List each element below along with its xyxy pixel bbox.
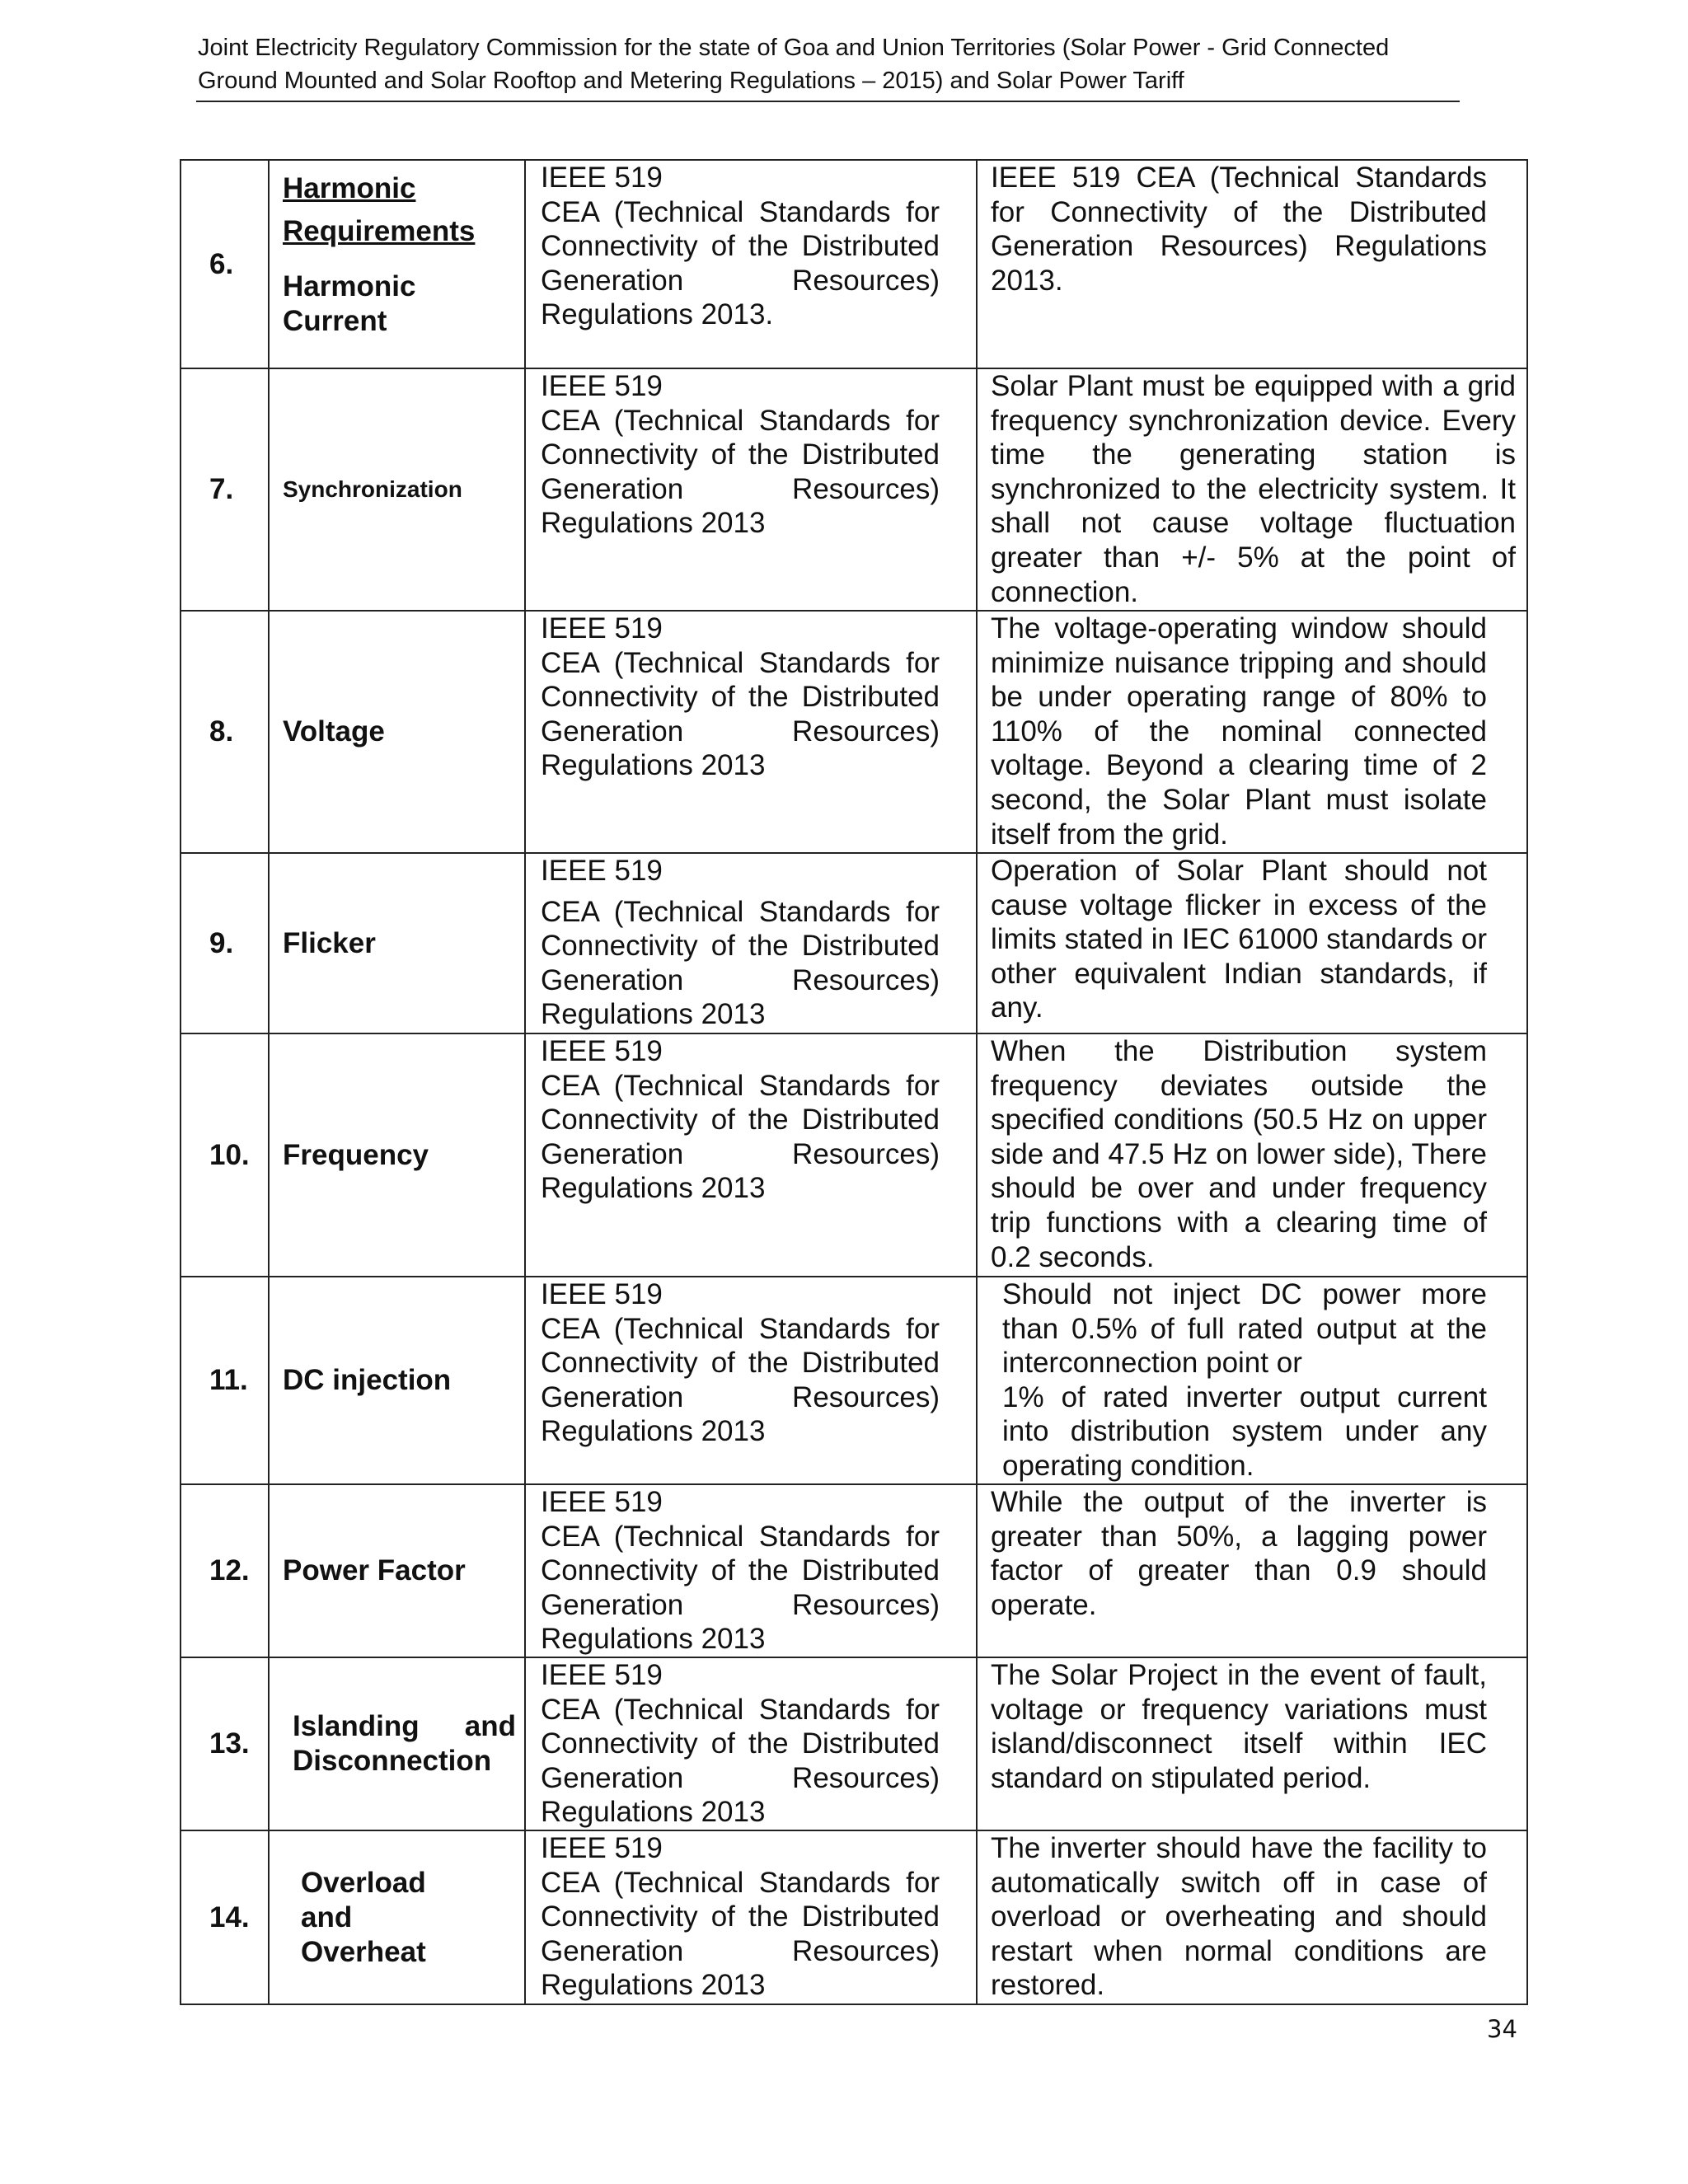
standard-cea: CEA (Technical Standards for Connectivity of the Distributed Generation Resources) Regulations 2013.	[541, 195, 940, 331]
requirement-cell: Solar Plant must be equipped with a grid frequency synchronization device. Every time the generating station is synchronized to the electricity system. It shall not cause voltage fluctuation greater than +/- 5% at the point of connection.	[977, 368, 1527, 611]
row-number: 8.	[181, 611, 269, 853]
table-row	[181, 1484, 1527, 1657]
standard-ieee: IEEE 519	[541, 855, 663, 887]
table-row	[181, 1033, 1527, 1277]
header-line-1: Joint Electricity Regulatory Commission for the state of Goa and Union Territories (Solar Power - Grid Connected	[198, 35, 1390, 61]
row-number: 10.	[181, 1033, 269, 1277]
parameter-name: Voltage	[269, 611, 525, 853]
row-number: 9.	[181, 853, 269, 1033]
table-row	[181, 368, 1527, 611]
row-number: 14.	[181, 1830, 269, 2004]
standard-ieee: IEEE 519	[541, 612, 663, 644]
parameter-name: Harmonic Current	[283, 270, 416, 337]
parameter-name: Overload and Overheat	[269, 1830, 525, 2004]
standard-cea: CEA (Technical Standards for Connectivity of the Distributed Generation Resources) Regulations 2013	[541, 1312, 940, 1448]
row-number: 11.	[181, 1277, 269, 1484]
requirement-cell: The inverter should have the facility to automatically switch off in case of overload or overheating and should restart when normal conditions are restored.	[977, 1830, 1527, 2004]
standard-ieee: IEEE 519	[541, 1486, 663, 1518]
parameter-cell	[269, 160, 525, 368]
standard-cell	[525, 1830, 977, 2004]
standard-cea: CEA (Technical Standards for Connectivity of the Distributed Generation Resources) Regulations 2013	[541, 1693, 940, 1829]
requirement-cell	[977, 1277, 1527, 1484]
parameter-name: DC injection	[269, 1277, 525, 1484]
row-number: 6.	[181, 160, 269, 368]
standard-cell	[525, 368, 977, 611]
parameter-name: Frequency	[269, 1033, 525, 1277]
row-number: 7.	[181, 368, 269, 611]
parameter-name: Synchronization	[269, 368, 525, 611]
standard-cea: CEA (Technical Standards for Connectivity of the Distributed Generation Resources) Regulations 2013	[541, 895, 940, 1031]
parameter-name: Flicker	[269, 853, 525, 1033]
standard-ieee: IEEE 519	[541, 1659, 663, 1691]
table-row	[181, 611, 1527, 853]
standard-ieee: IEEE 519	[541, 1278, 663, 1310]
parameter-name: Power Factor	[269, 1484, 525, 1657]
page-header	[198, 31, 1459, 97]
standard-cea: CEA (Technical Standards for Connectivity of the Distributed Generation Resources) Regulations 2013	[541, 404, 940, 540]
row-number: 12.	[181, 1484, 269, 1657]
standard-cea: CEA (Technical Standards for Connectivity of the Distributed Generation Resources) Regulations 2013	[541, 1866, 940, 2002]
header-divider	[196, 101, 1460, 102]
header-line-2: Ground Mounted and Solar Rooftop and Metering Regulations – 2015) and Solar Power Tariff	[198, 68, 1184, 94]
parameter-heading: Harmonic Requirements	[283, 172, 476, 247]
table-row	[181, 1657, 1527, 1830]
standard-ieee: IEEE 519	[541, 1035, 663, 1067]
page-number: 34	[1487, 2015, 1517, 2043]
requirement-cell: Operation of Solar Plant should not cause voltage flicker in excess of the limits stated in IEC 61000 standards or other equivalent Indian standards, if any.	[977, 853, 1527, 1033]
technical-standards-table	[180, 159, 1528, 2005]
standard-cell	[525, 611, 977, 853]
requirement-cell: When the Distribution system frequency deviates outside the specified conditions (50.5 Hz on upper side and 47.5 Hz on lower side), There should be over and under frequency trip functions with a clearing time of 0.2 seconds.	[977, 1033, 1527, 1277]
requirement-cell: The Solar Project in the event of fault, voltage or frequency variations must island/disconnect itself within IEC standard on stipulated period.	[977, 1657, 1527, 1830]
standard-cell	[525, 853, 977, 1033]
parameter-name: Islanding and Disconnection	[269, 1657, 525, 1830]
standard-cea: CEA (Technical Standards for Connectivity of the Distributed Generation Resources) Regulations 2013	[541, 1520, 940, 1656]
requirement-cell: While the output of the inverter is greater than 50%, a lagging power factor of greater than 0.9 should operate.	[977, 1484, 1527, 1657]
table-row	[181, 1277, 1527, 1484]
standard-cea: CEA (Technical Standards for Connectivity of the Distributed Generation Resources) Regulations 2013	[541, 1069, 940, 1205]
standard-ieee: IEEE 519	[541, 162, 663, 194]
requirement-cell: The voltage-operating window should minimize nuisance tripping and should be under operating range of 80% to 110% of the nominal connected voltage. Beyond a clearing time of 2 second, the Solar Plant must isolate itself from the grid.	[977, 611, 1527, 853]
table-row	[181, 853, 1527, 1033]
standard-cell	[525, 1277, 977, 1484]
standard-cell	[525, 160, 977, 368]
requirement-cell: IEEE 519 CEA (Technical Standards for Connectivity of the Distributed Generation Resources) Regulations 2013.	[977, 160, 1527, 368]
standard-cea: CEA (Technical Standards for Connectivity of the Distributed Generation Resources) Regulations 2013	[541, 646, 940, 782]
standard-cell	[525, 1657, 977, 1830]
requirement-part-2: 1% of rated inverter output current into distribution system under any operating condition.	[1002, 1380, 1487, 1482]
standard-cell	[525, 1033, 977, 1277]
requirement-part-1: Should not inject DC power more than 0.5% of full rated output at the interconnection point or	[1002, 1278, 1487, 1380]
standard-ieee: IEEE 519	[541, 1832, 663, 1864]
table-row	[181, 160, 1527, 368]
row-number: 13.	[181, 1657, 269, 1830]
standard-cell	[525, 1484, 977, 1657]
table-row	[181, 1830, 1527, 2004]
standard-ieee: IEEE 519	[541, 370, 663, 402]
